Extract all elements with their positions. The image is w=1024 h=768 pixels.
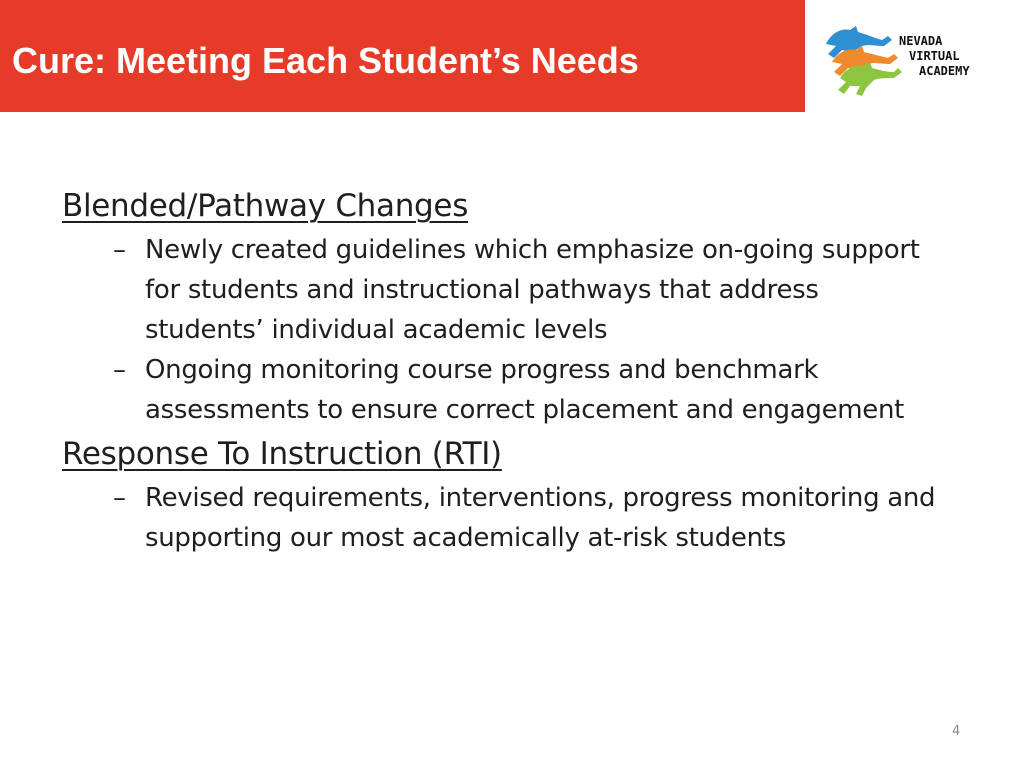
dash-bullet: – <box>113 235 126 265</box>
list-item <box>62 478 945 558</box>
dash-bullet: – <box>113 355 126 385</box>
list-item <box>62 350 945 430</box>
title-bar <box>0 0 805 112</box>
horses-icon <box>822 22 902 98</box>
section-heading: Response To Instruction (RTI) <box>62 436 502 472</box>
list-item-text: Newly created guidelines which emphasize on-going support for students and instructional pathways that address students’ individual academic levels <box>145 235 920 345</box>
logo-line-3: ACADEMY <box>919 64 970 78</box>
slide-title: Cure: Meeting Each Student’s Needs <box>12 40 639 81</box>
nevada-virtual-academy-logo <box>822 22 1007 98</box>
dash-bullet: – <box>113 483 126 513</box>
section-blended-pathway <box>62 182 962 430</box>
logo-line-2: VIRTUAL <box>909 49 960 63</box>
section-heading: Blended/Pathway Changes <box>62 188 469 224</box>
sub-bullet-list <box>62 478 962 558</box>
sub-bullet-list <box>62 230 962 430</box>
list-item-text: Revised requirements, interventions, progress monitoring and supporting our most academically at-risk students <box>145 483 936 553</box>
list-item <box>62 230 945 350</box>
section-rti <box>62 430 962 558</box>
list-item-text: Ongoing monitoring course progress and benchmark assessments to ensure correct placement and engagement <box>145 355 905 425</box>
page-number: 4 <box>952 724 961 739</box>
slide-body <box>62 182 962 558</box>
logo-line-1: NEVADA <box>899 34 943 48</box>
